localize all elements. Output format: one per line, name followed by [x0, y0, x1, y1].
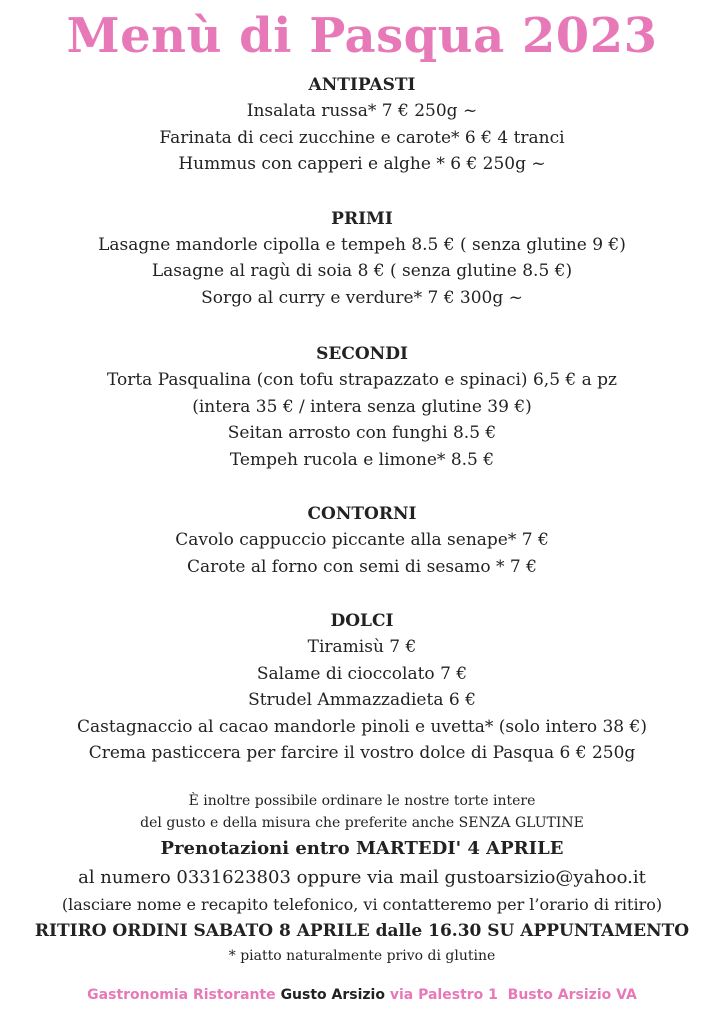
menu-item: Sorgo al curry e verdure* 7 € 300g ~ [201, 287, 523, 308]
menu-item: Strudel Ammazzadieta 6 € [248, 690, 476, 710]
menu-item: Seitan arrosto con funghi 8.5 € [227, 423, 497, 443]
section-title: ANTIPASTI [308, 75, 416, 95]
page-title: Menù di Pasqua 2023 [66, 8, 658, 64]
menu-item: Lasagne al ragù di soia 8 € ( senza glutine 8.5 €) [151, 261, 573, 281]
order-notes [0, 790, 724, 967]
menu-item: Torta Pasqualina (con tofu strapazzato e spinaci) 6,5 € a pz [106, 370, 618, 390]
booking-deadline: Prenotazioni entro MARTEDI' 4 APRILE [160, 838, 564, 859]
section-title: CONTORNI [307, 504, 417, 524]
pickup-info: RITIRO ORDINI SABATO 8 APRILE dalle 16.30 SU APPUNTAMENTO [34, 921, 690, 941]
menu-item: Castagnaccio al cacao mandorle pinoli e uvetta* (solo intero 38 €) [77, 716, 647, 737]
menu-item: Lasagne mandorle cipolla e tempeh 8.5 € ( senza glutine 9 €) [98, 234, 626, 255]
menu-item: Crema pasticcera per farcire il vostro dolce di Pasqua 6 € 250g [88, 743, 636, 763]
menu-list [0, 72, 724, 795]
gluten-footnote: * piatto naturalmente privo di glutine [228, 948, 496, 964]
menu-item: Salame di cioccolato 7 € [256, 663, 468, 684]
section-secondi [0, 341, 724, 473]
menu-item: (intera 35 € / intera senza glutine 39 €) [192, 396, 532, 417]
menu-item: Tiramisù 7 € [307, 637, 417, 657]
note-whole-cakes: È inoltre possibile ordinare le nostre torte intere [188, 793, 536, 809]
footer-part1: Gastronomia Ristorante [87, 987, 281, 1003]
leave-info-note: (lasciare nome e recapito telefonico, vi contatteremo per l’orario di ritiro) [61, 895, 663, 914]
section-title: DOLCI [330, 611, 394, 631]
section-contorni [0, 501, 724, 580]
note-gluten-free: del gusto e della misura che preferite anche SENZA GLUTINE [140, 815, 584, 831]
menu-item: Farinata di ceci zucchine e carote* 6 € 4 tranci [159, 127, 565, 148]
footer-brand: Gusto Arsizio [280, 987, 385, 1003]
contact-info: al numero 0331623803 oppure via mail gustoarsizio@yahoo.it [78, 867, 646, 888]
section-dolci [0, 608, 724, 767]
menu-item: Tempeh rucola e limone* 8.5 € [229, 449, 495, 470]
menu-item: Insalata russa* 7 € 250g ~ [246, 101, 478, 121]
menu-item: Hummus con capperi e alghe * 6 € 250g ~ [178, 154, 546, 174]
section-title: SECONDI [316, 344, 408, 364]
footer-part2: via Palestro 1 Busto Arsizio VA [384, 987, 637, 1003]
menu-item: Cavolo cappuccio piccante alla senape* 7 € [175, 530, 549, 550]
menu-item: Carote al forno con semi di sesamo * 7 € [187, 556, 537, 577]
section-title: PRIMI [331, 208, 393, 229]
section-antipasti [0, 72, 724, 178]
section-primi [0, 206, 724, 312]
footer [0, 987, 724, 1003]
